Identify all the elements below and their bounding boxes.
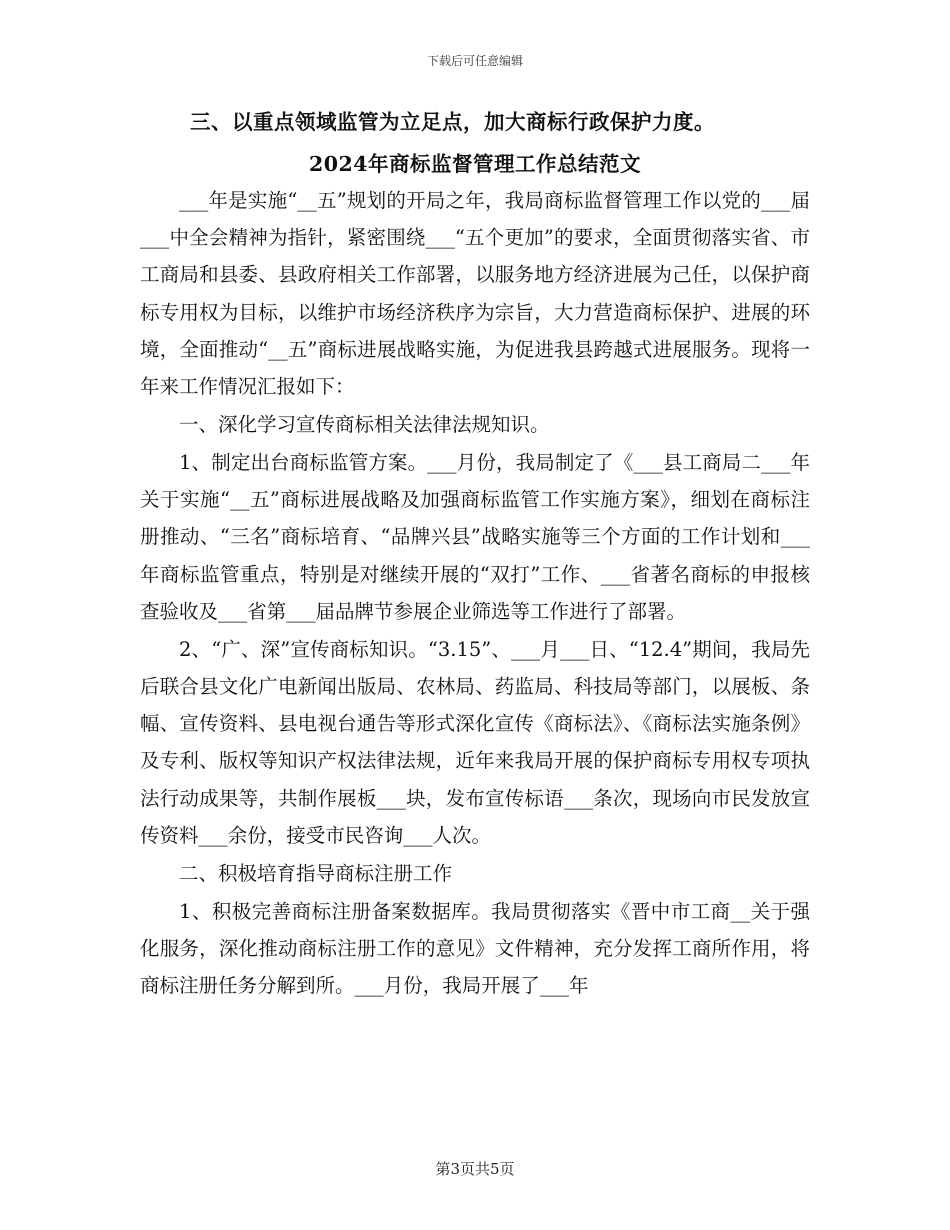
- document-title: 2024年商标监督管理工作总结范文: [308, 152, 642, 176]
- section-heading: 三、以重点领域监管为立足点，加大商标行政保护力度。: [190, 110, 715, 134]
- paragraph-item-1-1: 1、制定出台商标监管方案。___月份，我局制定了《___县工商局二___年关于实施“__五”商标进展战略及加强商标监管工作实施方案》，细划在商标注册推动、“三名”商标培育、“品牌兴县”战略实施等三个方面的工作计划和___年商标监管重点，特别是对继续开展的“双打”工作、___省著名商标的申报核查验收及___省第___届品牌节参展企业筛选等工作进行了部署。: [140, 451, 810, 623]
- paragraph-item-1-2: 2、“广、深”宣传商标知识。“3.15”、___月___日、“12.4”期间，我局先后联合县文化广电新闻出版局、农林局、药监局、科技局等部门，以展板、条幅、宣传资料、县电视台通告等形式深化宣传《商标法》、《商标法实施条例》及专利、版权等知识产权法律法规，近年来我局开展的保护商标专用权专项执法行动成果等，共制作展板___块，发布宣传标语___条次，现场向市民发放宣传资料___余份，接受市民咨询___人次。: [140, 637, 810, 847]
- paragraph-section-one-heading: 一、深化学习宣传商标相关法律法规知识。: [179, 413, 550, 437]
- paragraph-item-2-1: 1、积极完善商标注册备案数据库。我局贯彻落实《晋中市工商__关于强化服务，深化推动商标注册工作的意见》文件精神，充分发挥工商所作用，将商标注册任务分解到所。___月份，我局开展了___年: [140, 899, 810, 998]
- paragraph-intro: ___年是实施“__五”规划的开局之年，我局商标监督管理工作以党的___届___中全会精神为指针，紧密围绕___“五个更加”的要求，全面贯彻落实省、市工商局和县委、县政府相关工作部署，以服务地方经济进展为己任，以保护商标专用权为目标，以维护市场经济秩序为宗旨，大力营造商标保护、进展的环境，全面推动“__五”商标进展战略实施，为促进我县跨越式进展服务。现将一年来工作情况汇报如下：: [140, 189, 810, 399]
- document-body: [140, 104, 810, 1004]
- paragraph-section-two-heading: 二、积极培育指导商标注册工作: [179, 861, 453, 885]
- page-header-note: 下载后可任意编辑: [426, 54, 523, 68]
- page-number: 第3页共5页: [435, 1160, 515, 1178]
